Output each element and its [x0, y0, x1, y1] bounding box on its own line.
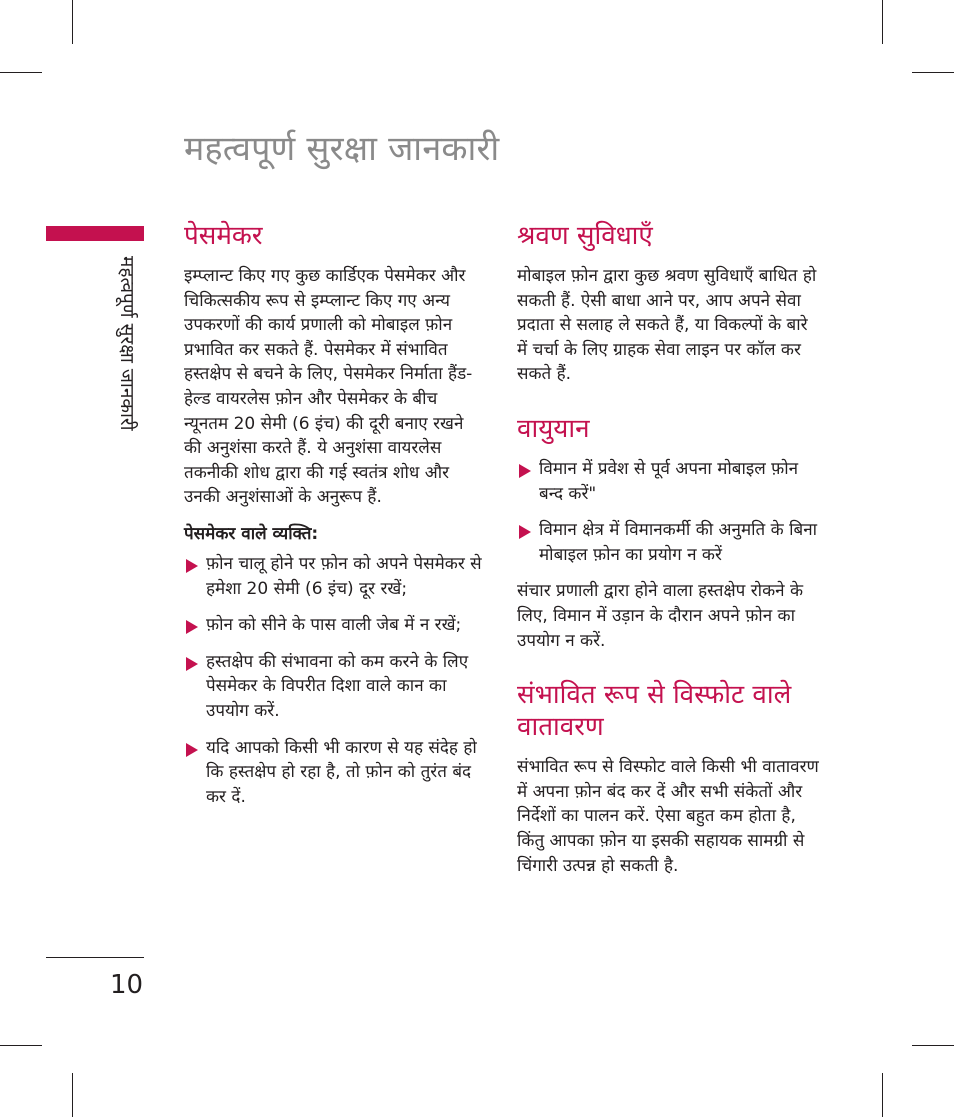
- list-item-text: विमान क्षेत्र में विमानकर्मी की अनुमति के बिना मोबाइल फ़ोन का प्रयोग न करें: [539, 520, 818, 565]
- list-item-text: फ़ोन चालू होने पर फ़ोन को अपने पेसमेकर से हमेशा 20 सेमी (6 इंच) दूर रखें;: [206, 553, 482, 599]
- pacemaker-paragraph: इम्प्लान्ट किए गए कुछ कार्डिएक पेसमेकर और चिकित्सकीय रूप से इम्प्लान्ट किए गए अन्य उपकरणों की कार्य प्रणाली को मोबाइल फ़ोन प्रभावित कर सकते हैं. पेसमेकर में संभावित हस्तक्षेप से बचने के लिए, पेसमेकर निर्माता हैंड-हेल्ड वायरलेस फ़ोन और पेसमेकर के बीच न्यूनतम 20 सेमी (6 इंच) की दूरी बनाए रखने की अनुशंसा करते हैं. ये अनुशंसा वायरलेस तकनीकी शोध द्वारा की गई स्वतंत्र शोध और उनकी अनुशंसाओं के अनुरूप हैं.: [184, 266, 473, 508]
- page-number: 10: [110, 970, 144, 1000]
- left-column: [184, 220, 484, 821]
- triangle-bullet-icon: [519, 464, 531, 478]
- crop-mark: [912, 1045, 954, 1046]
- list-item-text: फ़ोन को सीने के पास वाली जेब में न रखें;: [206, 615, 462, 636]
- list-item-text: हस्तक्षेप की संभावना को कम करने के लिए पेसमेकर के विपरीत दिशा वाले कान का उपयोग करें.: [206, 651, 469, 721]
- list-item: [517, 457, 822, 506]
- triangle-bullet-icon: [186, 620, 198, 634]
- crop-mark: [72, 1073, 73, 1117]
- list-item: [184, 552, 484, 601]
- list-item-text: यदि आपको किसी भी कारण से यह संदेह हो कि हस्तक्षेप हो रहा है, तो फ़ोन को तुरंत बंद कर दें.: [206, 737, 477, 807]
- list-item: [184, 736, 484, 810]
- triangle-bullet-icon: [186, 559, 198, 573]
- crop-mark: [912, 72, 954, 73]
- list-item: [184, 650, 484, 724]
- pacemaker-heading: पेसमेकर: [184, 221, 263, 251]
- crop-mark: [882, 0, 883, 44]
- crop-mark: [0, 1045, 42, 1046]
- crop-mark: [882, 1073, 883, 1117]
- right-column: [517, 220, 822, 890]
- hearing-aids-heading: श्रवण सुविधाएँ: [517, 221, 653, 251]
- pacemaker-bullet-list: [184, 552, 484, 809]
- explosive-section: [517, 679, 822, 878]
- aircraft-section: [517, 413, 822, 653]
- footer-rule: [46, 957, 144, 958]
- crop-mark: [72, 0, 73, 44]
- triangle-bullet-icon: [519, 525, 531, 539]
- explosive-heading: संभावित रूप से विस्फोट वाले वातावरण: [517, 680, 792, 743]
- aircraft-paragraph: संचार प्रणाली द्वारा होने वाला हस्तक्षेप रोकने के लिए, विमान में उड़ान के दौरान अपने फ़ोन का उपयोग न करें.: [517, 581, 804, 651]
- pacemaker-section: [184, 220, 484, 809]
- section-marker-bar: [46, 226, 144, 241]
- side-section-label: महत्वपूर्ण सुरक्षा जानकारी: [116, 256, 138, 431]
- triangle-bullet-icon: [186, 743, 198, 757]
- triangle-bullet-icon: [186, 657, 198, 671]
- list-item-text: विमान में प्रवेश से पूर्व अपना मोबाइल फ़ोन बन्द करें": [539, 458, 799, 504]
- hearing-aids-section: [517, 220, 822, 387]
- page-title: महत्वपूर्ण सुरक्षा जानकारी: [184, 129, 500, 169]
- hearing-aids-paragraph: मोबाइल फ़ोन द्वारा कुछ श्रवण सुविधाएँ बाधित हो सकती हैं. ऐसी बाधा आने पर, आप अपने सेवा प्रदाता से सलाह ले सकते हैं, या विकल्पों के बारे में चर्चा के लिए ग्राहक सेवा लाइन पर कॉल कर सकते हैं.: [517, 266, 817, 385]
- explosive-paragraph: संभावित रूप से विस्फोट वाले किसी भी वातावरण में अपना फ़ोन बंद कर दें और सभी संकेतों और निर्देशों का पालन करें. ऐसा बहुत कम होता है, किंतु आपका फ़ोन या इसकी सहायक सामग्री से चिंगारी उत्पन्न हो सकती है.: [517, 757, 819, 876]
- crop-mark: [0, 72, 42, 73]
- list-item: [184, 613, 484, 638]
- aircraft-heading: वायुयान: [517, 413, 590, 444]
- list-item: [517, 518, 822, 567]
- aircraft-bullet-list: [517, 457, 822, 567]
- pacemaker-subheading: पेसमेकर वाले व्यक्ति:: [184, 523, 319, 544]
